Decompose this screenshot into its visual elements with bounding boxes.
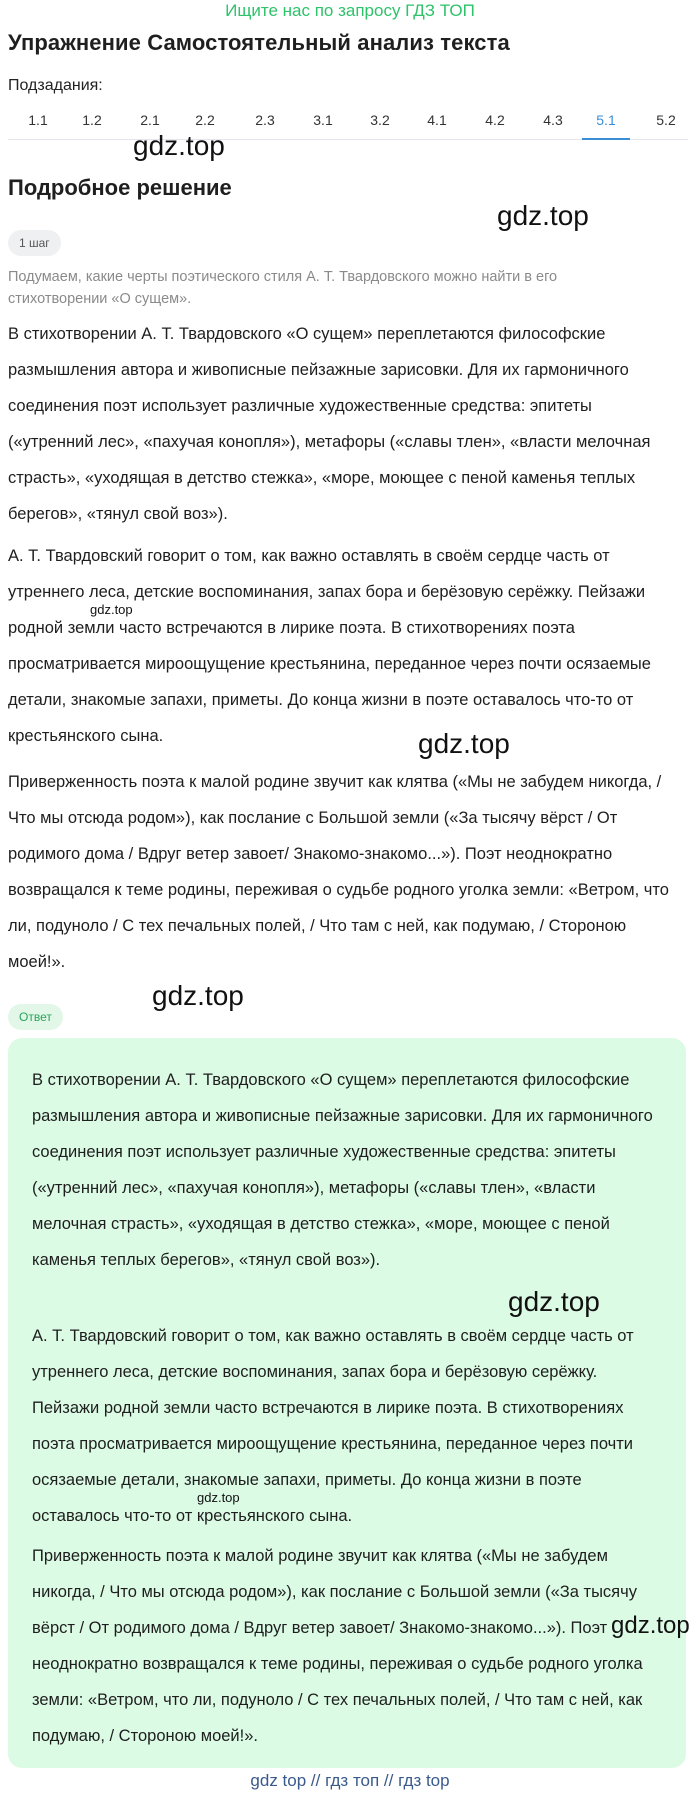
tab-4-1[interactable]: 4.1 [427, 112, 447, 128]
tab-2-3[interactable]: 2.3 [255, 112, 275, 128]
footer-watermark: gdz top // гдз топ // гдз top [250, 1771, 450, 1790]
answer-badge: Ответ [8, 1004, 63, 1030]
solution-paragraph: В стихотворении А. Т. Твардовского «О сущем» переплетаются философские размышления автора и живописные пейзажные зарисовки. Для их гармоничного соединения поэт использует различные художественные средства: эпитеты («утренний лес», «пахучая конопля»), метафоры («славы тлен», «власти мелочная страсть», «уходящая в детство стежка», «море, моющее с пеной каменья теплых берегов», «тянул свой воз»). [8, 325, 651, 523]
tab-4-2[interactable]: 4.2 [485, 112, 505, 128]
watermark: gdz.top [497, 200, 589, 231]
tab-5-2[interactable]: 5.2 [656, 112, 676, 128]
subtask-tabs [8, 104, 688, 140]
tab-3-2[interactable]: 3.2 [370, 112, 390, 128]
subtasks-label: Подзадания: [8, 77, 103, 94]
watermark: gdz.top [90, 602, 133, 617]
solution-intro: Подумаем, какие черты поэтического стиля А. Т. Твардовского можно найти в его стихотворении «О сущем». [8, 269, 558, 307]
solution-paragraph: Приверженность поэта к малой родине звучит как клятва («Мы не забудем никогда, / Что мы отсюда родом»), как послание с Большой земли («За тысячу вёрст / От родимого дома / Вдруг ветер завоет/ Знакомо-знакомо...»). Поэт неоднократно возвращался к теме родины, переживая о судьбе родного уголка земли: «Ветром, что ли, подуноло / С тех печальных полей, / Что там с ней, как подумаю, / Стороною моей!». [8, 773, 669, 971]
tab-4-3[interactable]: 4.3 [543, 112, 563, 128]
answer-paragraph: А. Т. Твардовский говорит о том, как важно оставлять в своём сердце часть от утреннего леса, детские воспоминания, запах бора и берёзовую серёжку. Пейзажи родной земли часто встречаются в лирике поэта. В стихотворениях поэта просматривается мироощущение крестьянина, переданное через почти осязаемые детали, знакомые запахи, приметы. До конца жизни в поэте оставалось что-то от крестьянского сына. [32, 1327, 634, 1525]
watermark: gdz.top [152, 980, 244, 1011]
watermark: gdz.top [611, 1612, 690, 1639]
step-badge: 1 шаг [8, 230, 61, 256]
solution-paragraph: А. Т. Твардовский говорит о том, как важно оставлять в своём сердце часть от утреннего леса, детские воспоминания, запах бора и берёзовую серёжку. Пейзажи родной земли часто встречаются в лирике поэта. В стихотворениях поэта просматривается мироощущение крестьянина, переданное через почти осязаемые детали, знакомые запахи, приметы. До конца жизни в поэте оставалось что-то от крестьянского сына. [8, 547, 651, 745]
tab-2-1[interactable]: 2.1 [140, 112, 160, 128]
solution-title: Подробное решение [8, 175, 232, 200]
watermark: gdz.top [197, 1490, 240, 1505]
answer-paragraph: Приверженность поэта к малой родине звучит как клятва («Мы не забудем никогда, / Что мы отсюда родом»), как послание с Большой земли («За тысячу вёрст / От родимого дома / Вдруг ветер завоет/ Знакомо-знакомо...»). Поэт неоднократно возвращался к теме родины, переживая о судьбе родного уголка земли: «Ветром, что ли, подуноло / С тех печальных полей, / Что там с ней, как подумаю, / Стороною моей!». [32, 1547, 643, 1745]
tab-1-1[interactable]: 1.1 [28, 112, 48, 128]
watermark: gdz.top [508, 1286, 600, 1317]
tab-2-2[interactable]: 2.2 [195, 112, 215, 128]
tab-5-1[interactable]: 5.1 [582, 110, 630, 140]
tab-3-1[interactable]: 3.1 [313, 112, 333, 128]
tab-1-2[interactable]: 1.2 [82, 112, 102, 128]
watermark: gdz.top [418, 728, 510, 759]
answer-paragraph: В стихотворении А. Т. Твардовского «О сущем» переплетаются философские размышления автора и живописные пейзажные зарисовки. Для их гармоничного соединения поэт использует различные художественные средства: эпитеты («утренний лес», «пахучая конопля»), метафоры («славы тлен», «власти мелочная страсть», «уходящая в детство стежка», «море, моющее с пеной каменья теплых берегов», «тянул свой воз»). [32, 1071, 653, 1269]
watermark: gdz.top [133, 130, 225, 161]
search-banner[interactable]: Ищите нас по запросу ГДЗ ТОП [225, 1, 475, 20]
exercise-title: Упражнение Самостоятельный анализ текста [8, 30, 510, 55]
